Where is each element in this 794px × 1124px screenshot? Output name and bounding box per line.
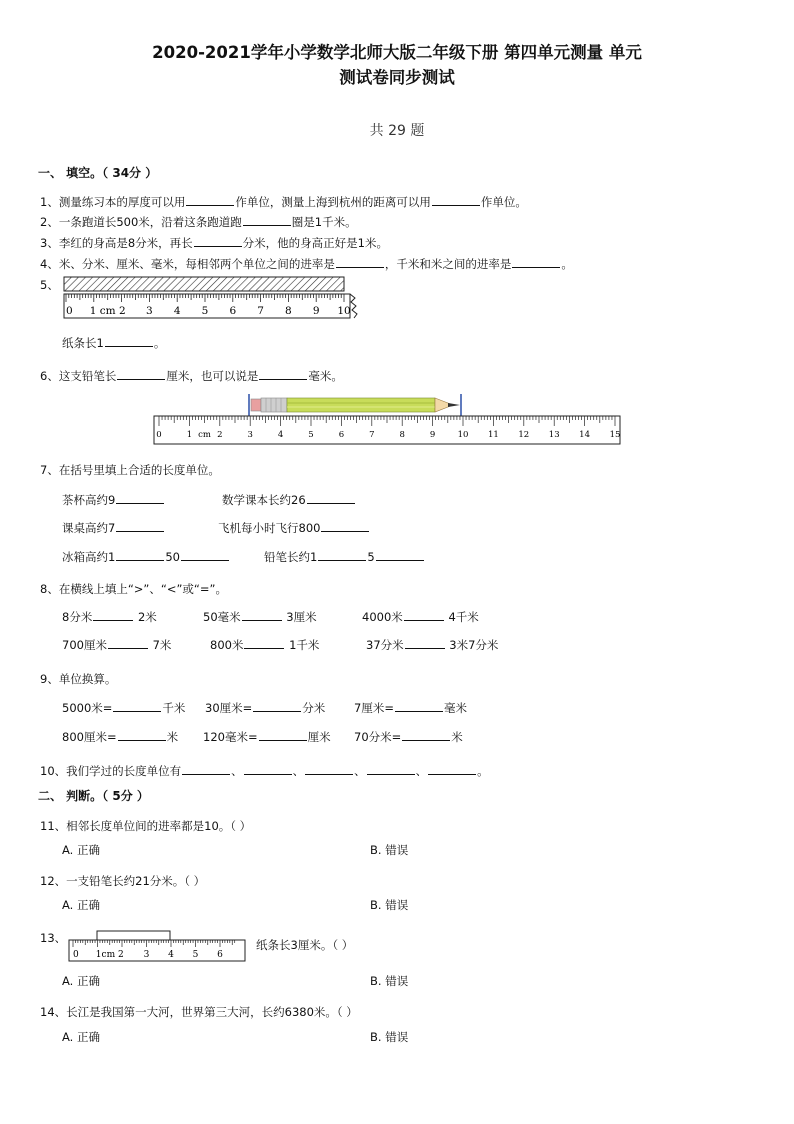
q7-item-5 — [62, 549, 230, 565]
question-12: 12、一支铅笔长约21分米。（ ） — [40, 874, 206, 888]
q9-unit-1: 千米 — [162, 701, 186, 715]
q6-ruler-label: 15 — [609, 430, 621, 440]
q8-right-6: 3米7分米 — [449, 638, 499, 652]
q6-text-b: 厘米，也可以说是 — [166, 369, 259, 383]
q8-blank-3[interactable] — [404, 609, 444, 621]
q6-ruler-label: 12 — [518, 430, 530, 440]
question-11: 11、相邻长度单位间的进率都是10。（ ） — [40, 819, 252, 833]
q5-ruler-label: 9 — [312, 305, 320, 317]
q12-option-a[interactable]: A. 正确 — [62, 898, 100, 912]
q11-option-b[interactable]: B. 错误 — [370, 843, 409, 857]
q10-text: 10、我们学过的长度单位有 — [40, 764, 182, 778]
q9-left-5: 120毫米= — [203, 730, 258, 744]
q6-ruler-label: 1 — [186, 430, 193, 440]
q5-number: 5、 — [40, 278, 59, 292]
q8-left-1: 8分米 — [62, 610, 93, 624]
title-line-2: 测试卷同步测试 — [339, 68, 455, 87]
q7-blank-1[interactable] — [116, 492, 164, 504]
question-count: 共 29 题 — [369, 123, 425, 139]
q8-right-2: 3厘米 — [286, 610, 317, 624]
q7-r2b-text: 飞机每小时飞行800 — [218, 521, 321, 535]
q2-text-a: 2、一条跑道长500米，沿着这条跑道跑 — [40, 215, 242, 229]
q13-ruler-figure — [66, 928, 251, 964]
q9-item-2 — [205, 700, 325, 716]
q5-ruler-label: 6 — [229, 305, 237, 317]
q9-item-1 — [62, 700, 185, 716]
q1-blank-1[interactable] — [186, 194, 234, 206]
q6-text-a: 6、这支铅笔长 — [40, 369, 117, 383]
q14-option-a[interactable]: A. 正确 — [62, 1030, 100, 1044]
q13-ruler-label: 0 — [73, 950, 79, 960]
q9-left-2: 30厘米= — [205, 701, 253, 715]
q9-item-4 — [62, 729, 178, 745]
q4-blank-2[interactable] — [512, 256, 560, 268]
q7-blank-2[interactable] — [307, 492, 355, 504]
q10-end: 。 — [477, 764, 489, 778]
q9-item-3 — [354, 700, 467, 716]
q6-pencil-ruler-figure — [150, 392, 625, 448]
q1-text-c: 作单位。 — [480, 195, 527, 209]
q6-ruler-label: 5 — [308, 430, 314, 440]
q1-text-a: 1、测量练习本的厚度可以用 — [40, 195, 186, 209]
q9-left-3: 7厘米= — [354, 701, 394, 715]
q5-ruler-label: 0 — [66, 305, 73, 317]
q6-ruler-label: 7 — [369, 430, 375, 440]
q7-r1b-text: 数学课本长约26 — [222, 493, 306, 507]
q6-blank-1[interactable] — [117, 368, 165, 380]
q8-blank-1[interactable] — [93, 609, 133, 621]
q8-right-4: 7米 — [152, 638, 172, 652]
q6-ruler-label: 11 — [487, 430, 499, 440]
q4-text-a: 4、米、分米、厘米、毫米，每相邻两个单位之间的进率是 — [40, 257, 335, 271]
section-fill-in-title: 一、 填空。（ 34分 ） — [38, 166, 158, 180]
q9-left-4: 800厘米= — [62, 730, 117, 744]
q4-text-b: ，千米和米之间的进率是 — [384, 257, 512, 271]
q11-option-a[interactable]: A. 正确 — [62, 843, 100, 857]
q6-ruler-label: 3 — [247, 430, 253, 440]
question-3 — [40, 235, 388, 251]
q13-option-a[interactable]: A. 正确 — [62, 974, 100, 988]
q10-blank-4[interactable] — [367, 763, 415, 775]
question-2 — [40, 214, 357, 230]
question-4 — [40, 256, 573, 272]
q8-blank-4[interactable] — [108, 637, 148, 649]
q9-blank-6[interactable] — [402, 729, 450, 741]
q9-unit-5: 厘米 — [307, 730, 331, 744]
q10-blank-3[interactable] — [305, 763, 353, 775]
q7-item-3 — [62, 520, 165, 536]
q7-item-6 — [264, 549, 425, 565]
q4-text-c: 。 — [561, 257, 573, 271]
q5-paper-strip — [64, 277, 344, 291]
q10-sep-3: 、 — [354, 764, 366, 778]
q6-ruler-label: cm — [198, 430, 212, 440]
q8-right-1: 2米 — [137, 610, 157, 624]
document-title — [0, 40, 794, 90]
q8-item-6 — [366, 637, 498, 653]
section-judgement-title: 二、 判断。（ 5分 ） — [38, 789, 149, 803]
q1-text-b: 作单位，测量上海到杭州的距离可以用 — [235, 195, 431, 209]
q8-item-5 — [210, 637, 319, 653]
q9-blank-1[interactable] — [113, 700, 161, 712]
q5-ruler-label: 5 — [201, 305, 209, 317]
q7-item-1 — [62, 492, 165, 508]
q13-ruler-label: 3 — [143, 950, 150, 960]
q2-blank[interactable] — [243, 214, 291, 226]
q7-blank-4[interactable] — [321, 520, 369, 532]
q8-right-3: 4千米 — [448, 610, 479, 624]
q13-option-b[interactable]: B. 错误 — [370, 974, 409, 988]
q6-ruler-label: 4 — [277, 430, 284, 440]
q5-ruler-label: 10 — [337, 305, 351, 317]
q9-blank-2[interactable] — [253, 700, 301, 712]
q8-left-2: 50毫米 — [203, 610, 241, 624]
q9-blank-4[interactable] — [118, 729, 166, 741]
q5-ruler-label: 4 — [173, 305, 181, 317]
q5-ruler-label: 7 — [257, 305, 264, 317]
q10-blank-2[interactable] — [244, 763, 292, 775]
q13-paper-strip — [97, 931, 170, 940]
q7-item-4 — [218, 520, 370, 536]
q8-left-6: 37分米 — [366, 638, 404, 652]
q13-text: 纸条长3厘米。（ ） — [256, 938, 354, 952]
q9-unit-4: 米 — [166, 730, 179, 744]
q7-r1a-text: 茶杯高约9 — [62, 493, 116, 507]
q8-item-1 — [62, 609, 157, 625]
q13-ruler-label: 6 — [217, 950, 223, 960]
question-6 — [40, 368, 343, 384]
q10-sep-4: 、 — [415, 764, 428, 778]
q7-r3a-text: 冰箱高约1 — [62, 550, 116, 564]
question-1 — [40, 194, 527, 210]
q5-ruler-label: 1 cm 2 — [89, 305, 126, 317]
q6-ruler-label: 8 — [399, 430, 405, 440]
q9-unit-6: 米 — [451, 730, 463, 744]
pencil-icon — [251, 398, 460, 412]
q5-ruler-figure — [60, 274, 360, 324]
q3-text-b: 分米，他的身高正好是1米。 — [242, 236, 388, 250]
q6-ruler-label: 2 — [217, 430, 223, 440]
q7-title: 7、在括号里填上合适的长度单位。 — [40, 463, 220, 477]
q13-ruler-label: 1cm 2 — [95, 950, 124, 960]
q7-r2a-text: 课桌高约7 — [62, 521, 116, 535]
q7-blank-3[interactable] — [116, 520, 164, 532]
q9-item-6 — [354, 729, 463, 745]
q8-item-3 — [362, 609, 479, 625]
q9-blank-3[interactable] — [395, 700, 443, 712]
q9-left-6: 70分米= — [354, 730, 402, 744]
question-10 — [40, 763, 489, 779]
q10-sep-1: 、 — [231, 764, 243, 778]
q13-ruler-label: 4 — [168, 950, 174, 960]
q10-sep-2: 、 — [292, 764, 305, 778]
q6-ruler-label: 13 — [548, 430, 560, 440]
q10-blank-1[interactable] — [182, 763, 230, 775]
q6-ruler-label: 0 — [156, 430, 162, 440]
q2-text-b: 圈是1千米。 — [291, 215, 357, 229]
q8-item-2 — [203, 609, 317, 625]
q1-blank-2[interactable] — [432, 194, 480, 206]
q3-blank[interactable] — [194, 235, 242, 247]
q7-blank-6[interactable] — [181, 549, 229, 561]
q9-left-1: 5000米= — [62, 701, 113, 715]
q7-r3a2-text: 50 — [165, 550, 180, 564]
q7-blank-5[interactable] — [116, 549, 164, 561]
q10-blank-5[interactable] — [428, 763, 476, 775]
q12-option-b[interactable]: B. 错误 — [370, 898, 409, 912]
q6-ruler-label: 9 — [429, 430, 436, 440]
q9-title: 9、单位换算。 — [40, 672, 117, 686]
q9-item-5 — [203, 729, 331, 745]
q5-ruler-label: 3 — [146, 305, 153, 317]
q7-blank-8[interactable] — [376, 549, 424, 561]
q8-left-3: 4000米 — [362, 610, 403, 624]
question-14: 14、长江是我国第一大河，世界第三大河，长约6380米。（ ） — [40, 1005, 358, 1019]
q9-unit-3: 毫米 — [443, 701, 467, 715]
q8-item-4 — [62, 637, 171, 653]
q8-title: 8、在横线上填上“>”、“<”或“=”。 — [40, 582, 227, 596]
q7-item-2 — [222, 492, 356, 508]
q6-blank-2[interactable] — [259, 368, 307, 380]
q9-blank-5[interactable] — [259, 729, 307, 741]
q8-right-5: 1千米 — [289, 638, 320, 652]
q7-blank-7[interactable] — [318, 549, 366, 561]
q7-r3b-text: 铅笔长约1 — [264, 550, 318, 564]
q6-ruler-label: 14 — [579, 430, 591, 440]
q8-blank-2[interactable] — [242, 609, 282, 621]
q8-left-4: 700厘米 — [62, 638, 107, 652]
q8-blank-5[interactable] — [244, 637, 284, 649]
q3-text-a: 3、李红的身高是8分米，再长 — [40, 236, 193, 250]
q13-number: 13、 — [40, 931, 67, 945]
q14-option-b[interactable]: B. 错误 — [370, 1030, 409, 1044]
q8-blank-6[interactable] — [405, 637, 445, 649]
q4-blank-1[interactable] — [336, 256, 384, 268]
q5-ruler-label: 8 — [285, 305, 292, 317]
q5-text-b: 。 — [153, 336, 166, 350]
q5-text-a: 纸条长1 — [62, 336, 104, 350]
q7-r3b2-text: 5 — [367, 550, 375, 564]
q8-left-5: 800米 — [210, 638, 244, 652]
q13-ruler-label: 5 — [192, 950, 199, 960]
q5-answer-line — [62, 335, 165, 351]
q5-blank[interactable] — [105, 335, 153, 347]
q6-text-c: 毫米。 — [308, 369, 343, 383]
title-line-1: 2020-2021学年小学数学北师大版二年级下册 第四单元测量 单元 — [152, 43, 642, 62]
q6-ruler-label: 6 — [338, 430, 345, 440]
q9-unit-2: 分米 — [302, 701, 326, 715]
q6-ruler-label: 10 — [457, 430, 469, 440]
